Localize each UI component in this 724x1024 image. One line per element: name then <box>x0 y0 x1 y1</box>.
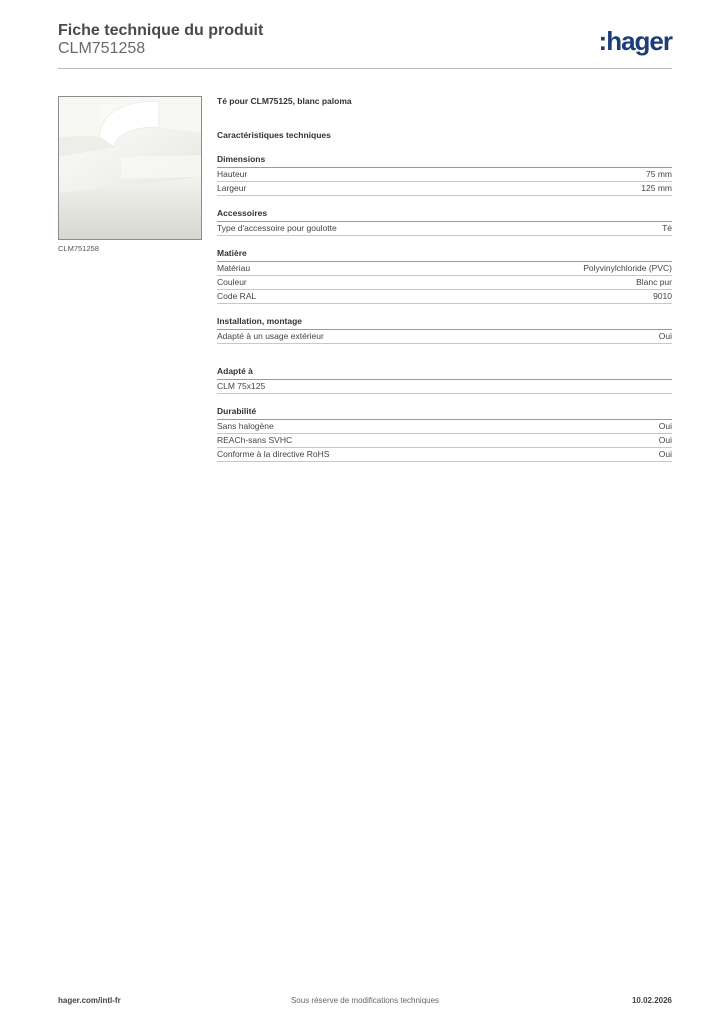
product-specifications <box>217 96 672 462</box>
page-title: Fiche technique du produit <box>58 22 264 39</box>
tee-fitting-icon <box>59 97 201 239</box>
page-header <box>58 20 672 69</box>
spec-label: Conforme à la directive RoHS <box>217 449 330 459</box>
spec-value: Oui <box>658 331 672 341</box>
spec-row <box>217 380 672 394</box>
spec-value: Oui <box>658 449 672 459</box>
image-caption: CLM751258 <box>58 244 99 253</box>
section-title: Dimensions <box>217 154 672 168</box>
spec-label: Type d'accessoire pour goulotte <box>217 223 337 233</box>
hager-logo: :hager <box>598 26 672 56</box>
spec-value: Polyvinylchloride (PVC) <box>583 263 672 273</box>
footer-notice: Sous réserve de modifications techniques <box>290 996 440 1005</box>
spec-row <box>217 168 672 182</box>
spec-value: Blanc pur <box>636 277 672 287</box>
spec-row <box>217 330 672 344</box>
spec-row <box>217 290 672 304</box>
section-installation <box>217 316 672 344</box>
footer-date: 10.02.2026 <box>631 996 672 1005</box>
section-title: Installation, montage <box>217 316 672 330</box>
section-matiere <box>217 248 672 304</box>
spec-row <box>217 434 672 448</box>
spec-value: 125 mm <box>641 183 672 193</box>
spec-label: Matériau <box>217 263 251 273</box>
spec-label: CLM 75x125 <box>217 381 266 391</box>
section-title: Adapté à <box>217 366 672 380</box>
spec-label: Hauteur <box>217 169 248 179</box>
spec-label: REACh-sans SVHC <box>217 435 293 445</box>
spec-value: 75 mm <box>646 169 672 179</box>
section-dimensions <box>217 154 672 196</box>
spec-row <box>217 262 672 276</box>
spec-label: Largeur <box>217 183 247 193</box>
spec-value: 9010 <box>653 291 672 301</box>
spec-value: Té <box>662 223 672 233</box>
spec-row <box>217 276 672 290</box>
section-adapte <box>217 366 672 394</box>
spec-label: Adapté à un usage extérieur <box>217 331 324 341</box>
spec-label: Sans halogène <box>217 421 274 431</box>
website-link[interactable]: hager.com/intl-fr <box>58 996 121 1005</box>
section-title: Accessoires <box>217 208 672 222</box>
spec-label: Code RAL <box>217 291 257 301</box>
section-durabilite <box>217 406 672 462</box>
section-title: Matière <box>217 248 672 262</box>
spec-value: Oui <box>658 421 672 431</box>
technical-characteristics-heading: Caractéristiques techniques <box>217 130 331 140</box>
product-image <box>58 96 202 240</box>
section-title: Durabilité <box>217 406 672 420</box>
spec-row <box>217 448 672 462</box>
product-description: Té pour CLM75125, blanc paloma <box>217 96 352 106</box>
product-reference: CLM751258 <box>58 40 146 57</box>
spec-label: Couleur <box>217 277 247 287</box>
spec-row <box>217 182 672 196</box>
section-accessoires <box>217 208 672 236</box>
spec-row <box>217 420 672 434</box>
spec-row <box>217 222 672 236</box>
spec-value: Oui <box>658 435 672 445</box>
